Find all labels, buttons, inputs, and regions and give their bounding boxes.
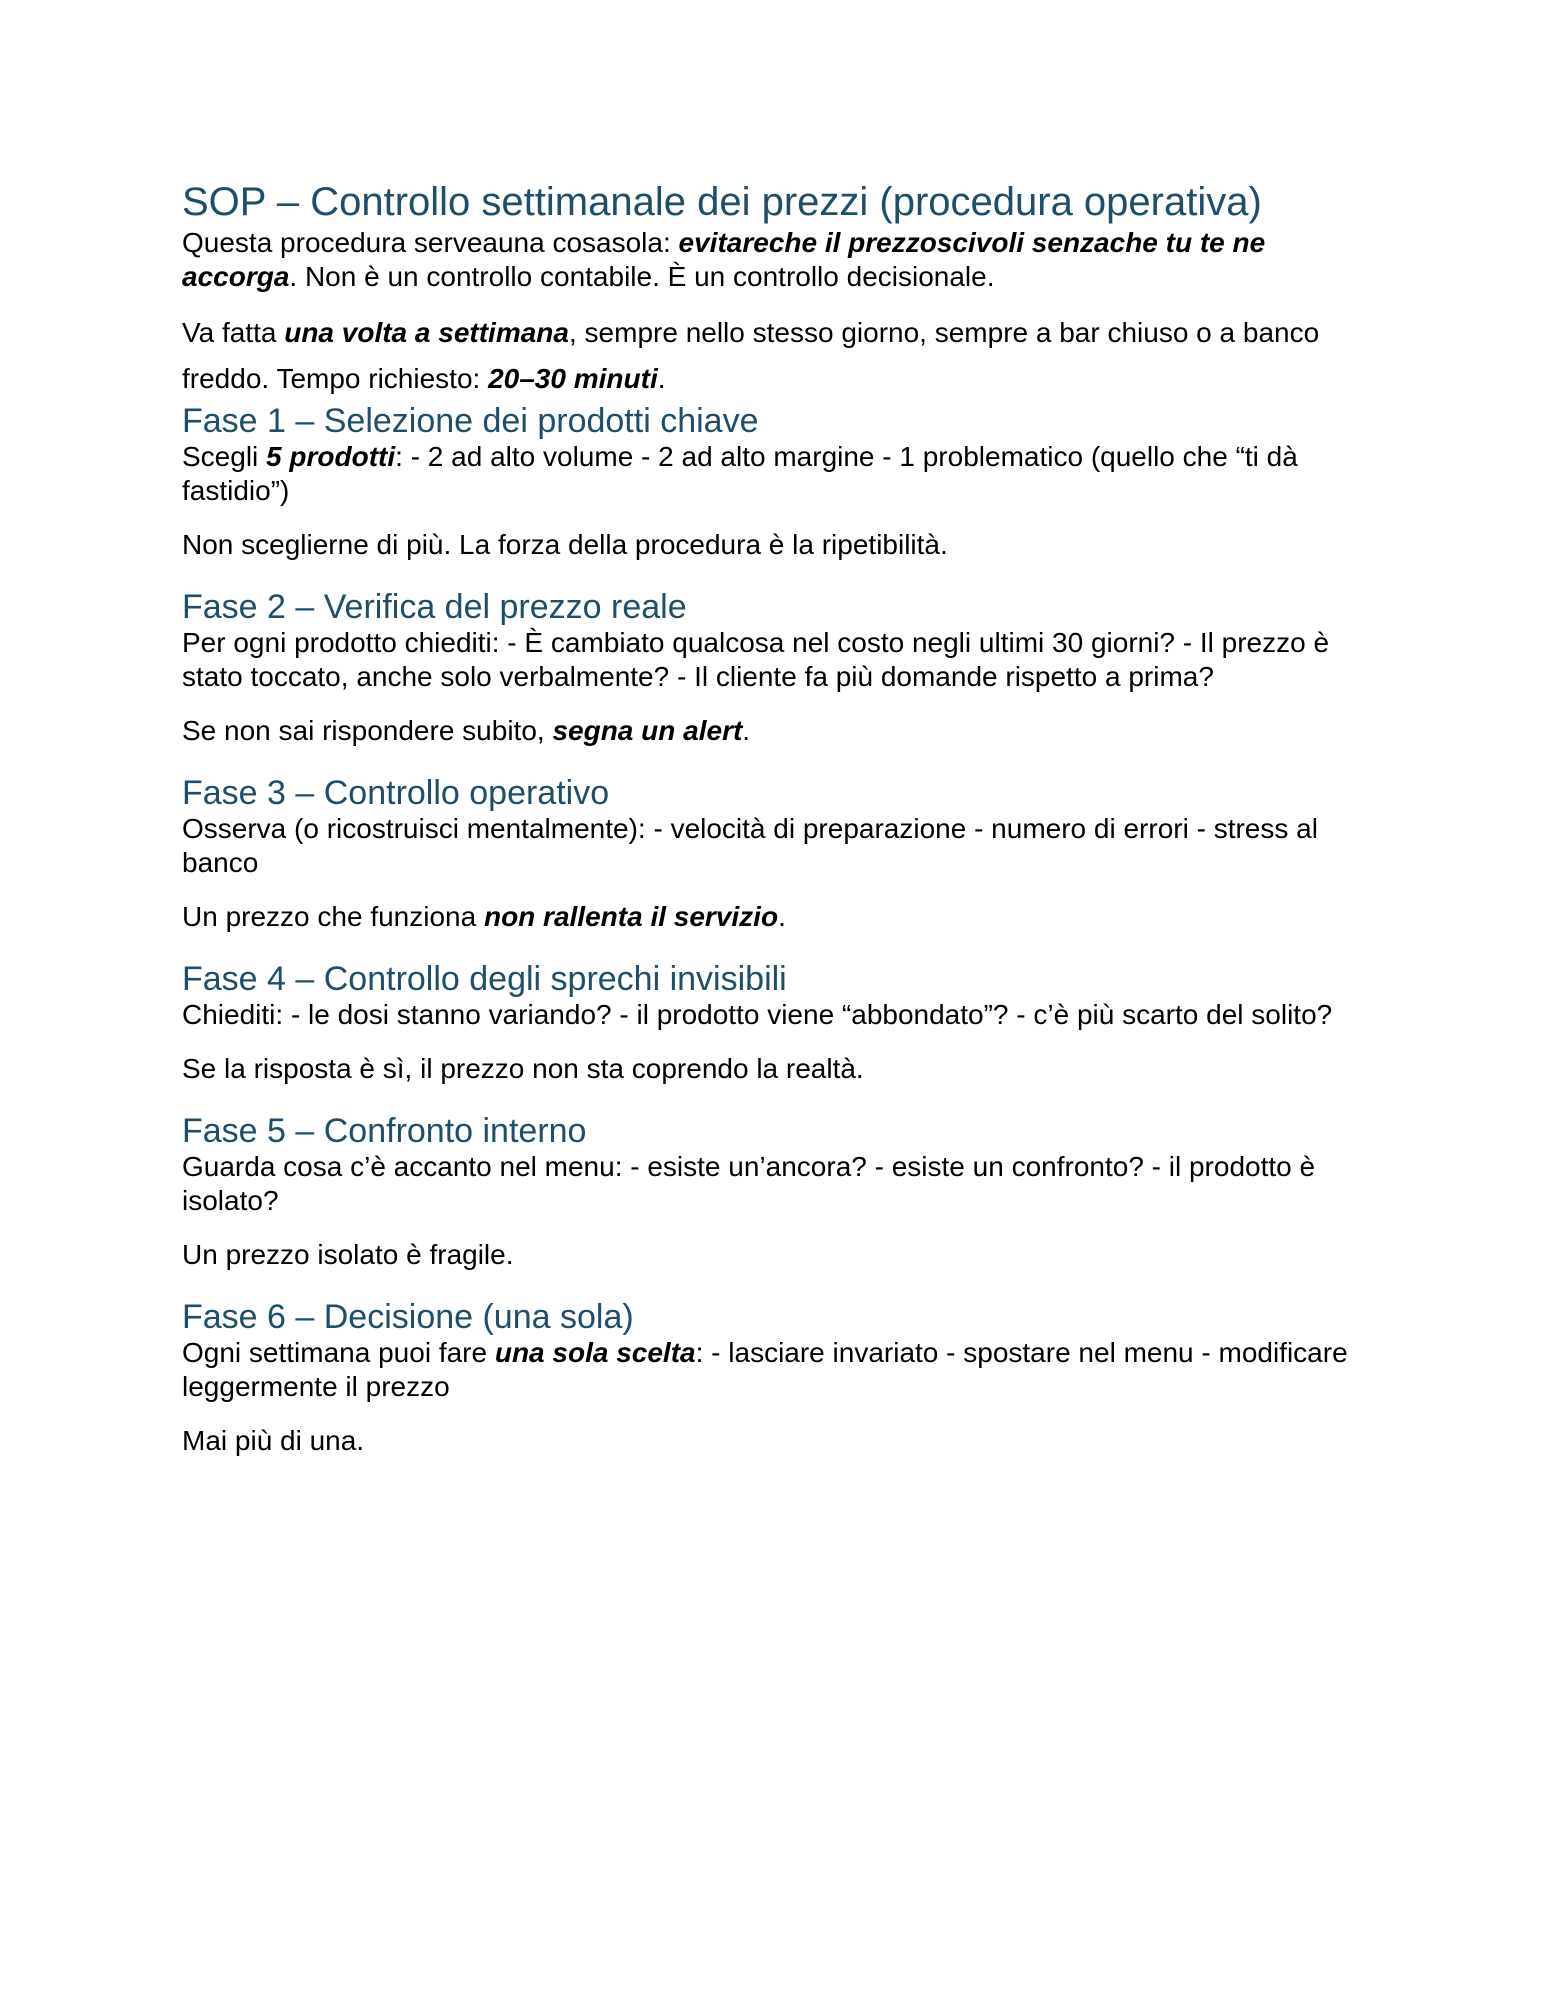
fase-5-paragraph-2: Un prezzo isolato è fragile. (182, 1239, 514, 1270)
fase-1-p1-text-a: Scegli (182, 441, 267, 472)
fase-4-paragraph-2: Se la risposta è sì, il prezzo non sta coprendo la realtà. (182, 1053, 864, 1084)
fase-3-heading: Fase 3 – Controllo operativo (182, 774, 610, 812)
fase-2-heading: Fase 2 – Verifica del prezzo reale (182, 588, 687, 626)
fase-3-section (182, 774, 1352, 934)
fase-5-heading: Fase 5 – Confronto interno (182, 1112, 587, 1150)
intro-paragraph-2 (182, 310, 1352, 402)
fase-6-section (182, 1298, 1352, 1458)
intro-p2-emphasis-time: 20–30 minuti (488, 363, 658, 394)
fase-1-paragraph-2: Non sceglierne di più. La forza della procedura è la ripetibilità. (182, 529, 948, 560)
fase-2-p2-text-c: . (742, 715, 751, 746)
fase-5-paragraph-1: Guarda cosa c’è accanto nel menu: - esiste un’ancora? - esiste un confronto? - il prodotto è isolato? (182, 1151, 1316, 1216)
intro-p2-text-a: Va fatta (182, 317, 285, 348)
intro-p2-text-e: . (657, 363, 666, 394)
fase-3-paragraph-1: Osserva (o ricostruisci mentalmente): - velocità di preparazione - numero di errori - stress al banco (182, 813, 1318, 878)
fase-3-p2-text-a: Un prezzo che funziona (182, 901, 484, 932)
fase-2-section (182, 588, 1352, 748)
fase-6-p1-text-a: Ogni settimana puoi fare (182, 1337, 495, 1368)
fase-3-p2-text-c: . (778, 901, 786, 932)
fase-6-paragraph-2: Mai più di una. (182, 1425, 365, 1456)
fase-3-p2-emphasis: non rallenta il servizio (483, 901, 779, 932)
fase-4-paragraph-1: Chiediti: - le dosi stanno variando? - il prodotto viene “abbondato”? - c’è più scarto del solito? (182, 999, 1333, 1030)
fase-2-paragraph-1: Per ogni prodotto chiediti: - È cambiato qualcosa nel costo negli ultimi 30 giorni? - Il prezzo è stato toccato, anche solo verbalmente? - Il cliente fa più domande rispetto a prima? (182, 627, 1330, 692)
fase-4-heading: Fase 4 – Controllo degli sprechi invisibili (182, 960, 787, 998)
fase-1-heading: Fase 1 – Selezione dei prodotti chiave (182, 402, 759, 440)
fase-4-section (182, 960, 1352, 1086)
fase-2-p2-emphasis: segna un alert (552, 715, 743, 746)
intro-p1-text-a: Questa procedura serveauna cosasola: (182, 227, 679, 258)
intro-p2-emphasis-frequency: una volta a settimana (284, 317, 569, 348)
fase-1-section (182, 402, 1352, 562)
fase-1-p1-emphasis: 5 prodotti (266, 441, 396, 472)
fase-6-paragraph-1 (182, 1336, 1352, 1404)
intro-p1-text-c: . Non è un controllo contabile. È un controllo decisionale. (289, 261, 995, 292)
fase-2-p2-text-a: Se non sai rispondere subito, (182, 715, 553, 746)
intro-p2-text-c: , sempre nello stesso giorno, sempre a bar chiuso o a banco freddo. Tempo richiesto: (182, 317, 1320, 394)
document-page (182, 178, 1352, 1458)
intro-paragraph-1 (182, 226, 1352, 294)
fase-6-heading: Fase 6 – Decisione (una sola) (182, 1298, 634, 1336)
fase-6-p1-text-c: : - lasciare invariato - spostare nel menu - modificare leggermente il prezzo (182, 1337, 1348, 1402)
document-title: SOP – Controllo settimanale dei prezzi (procedura operativa) (182, 180, 1262, 224)
fase-3-paragraph-2 (182, 900, 1352, 934)
fase-6-p1-emphasis: una sola scelta (494, 1337, 696, 1368)
fase-5-section (182, 1112, 1352, 1272)
fase-2-paragraph-2 (182, 714, 1352, 748)
fase-1-p1-text-c: : - 2 ad alto volume - 2 ad alto margine - 1 problematico (quello che “ti dà fastidio”) (182, 441, 1298, 506)
fase-1-paragraph-1 (182, 440, 1352, 508)
intro-p1-emphasis: evitareche il prezzoscivoli senzache tu te ne accorga (182, 227, 1266, 292)
